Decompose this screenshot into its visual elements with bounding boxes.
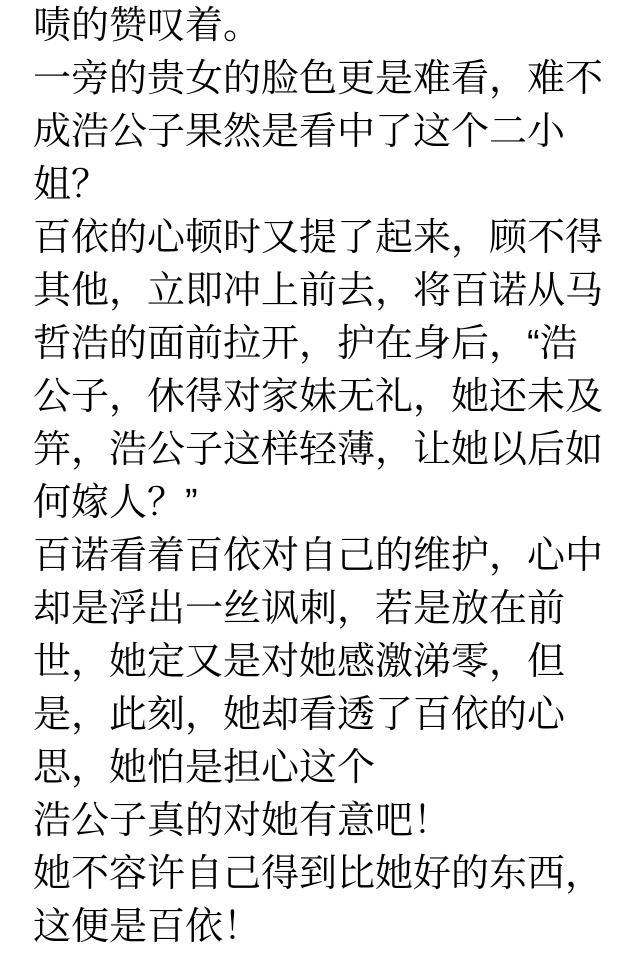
text-line: 世，她定又是对她感激涕零，但 [33, 641, 566, 683]
text-line: 这便是百依！ [33, 906, 262, 948]
text-line: 她不容许自己得到比她好的东西， [33, 853, 604, 895]
text-line: 浩公子真的对她有意吧！ [33, 800, 452, 842]
text-line: 却是浮出一丝讽刺，若是放在前 [33, 588, 566, 630]
text-line: 百依的心顿时又提了起来，顾不得 [33, 217, 604, 259]
text-line: 姐？ [33, 164, 110, 206]
text-line: 哲浩的面前拉开，护在身后，“浩 [33, 323, 578, 365]
text-line: 成浩公子果然是看中了这个二小 [33, 111, 566, 153]
text-line: 百诺看着百依对自己的维护，心中 [33, 535, 604, 577]
text-line: 公子，休得对家妹无礼，她还未及 [33, 376, 604, 418]
text-line: 是，此刻，她却看透了百依的心 [33, 694, 566, 736]
reader-text-body [33, 0, 613, 954]
text-line: 何嫁人？” [33, 482, 198, 524]
text-line: 思，她怕是担心这个 [33, 747, 376, 789]
text-line: 一旁的贵女的脸色更是难看，难不 [33, 58, 604, 100]
text-line: 其他，立即冲上前去，将百诺从马 [33, 270, 604, 312]
text-line: 啧的赞叹着。 [33, 5, 262, 47]
text-line: 笄，浩公子这样轻薄，让她以后如 [33, 429, 604, 471]
